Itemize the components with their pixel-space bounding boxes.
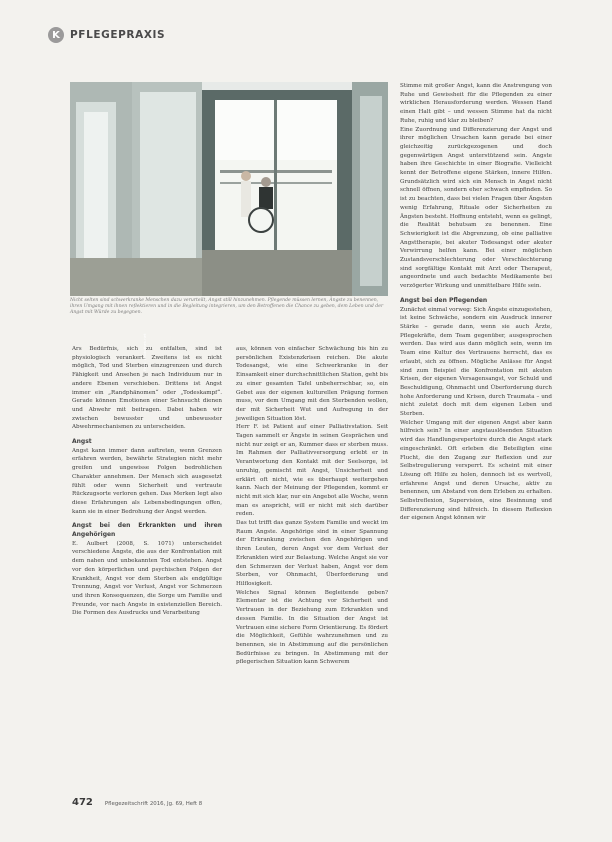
journal-reference: Pflegezeitschrift 2016, Jg. 69, Heft 8 (104, 801, 203, 807)
paragraph: Herr F. ist Patient auf einer Palliativstation. Seit Tagen sammelt er Ängste in seinen Gesprächen und nicht nur zeigt er an, Kummer dass er sterben muss. Im Rahmen der Palliativversorgung erlebt er in Verantwortung den Kontakt mit der Seelsorge, ist unruhig, gemischt mit Angst, Unsicherheit und erklärt oft nicht, wie es überhaupt weitergehen kann. Nach der Meinung der Pflegenden, kommt er nicht mit sich klar, nur ein Angebot alle Woche, wenn man es anspricht, will er nicht mit sich darüber reden. (236, 424, 388, 518)
paragraph: aus, können von einfacher Schwächung bis hin zu persönlichen Existenzkrisen reichen. Die akute Todesangst, wie eine Schwerkranke in der Einsamkeit einer durchschnittlichen Station, geht bis zu einer gesamten Tafel unbeherrschbar, so, ein Gebet aus der eigenen kulturellen Prägung formen muss, vor dem Umgang mit den Sterbenden wollen, der mit Sicherheit Wut und Aufregung in der jeweiligen Situation löst. (236, 346, 388, 422)
text-column-1 (72, 345, 222, 618)
paragraph: Zunächst einmal vorweg: Sich Ängste einzugestehen, ist keine Schwäche, sondern ein Ausdruck innerer Stärke – gerade dann, wenn sie auch Ärzte, Pflegekräfte, dem Team gegenüber, ausgesprochen werden. Das wird aus dann möglich sein, wenn im Team eine Kultur des Vertrauens herrscht, das es erlaubt, sich zu öffnen. Mögliche Anlässe für Angst sind zum Beispiel die Konfrontation mit akuten Krisen, der eigenen Versagensangst, vor Schuld und Beschuldigung, Ohnmacht und Überforderung durch hohe Anforderung und Krisen, durch Traumata – und nicht zuletzt doch mit dem eigenen Leben und Sterben. (400, 306, 552, 418)
photo-credit: Foto: photothek.net (142, 333, 147, 371)
paragraph: Welches Signal können Begleitende geben? Elementar ist die Achtung vor Sicherheit und Vertrauen in der Beziehung zum Erkrankten und dessen Familie. In die Situation der Angst ist Vertrauen eine sichere Form Orientierung. Es fördert die Möglichkeit, Gefühle wahrzunehmen und zu benennen, sie in Abstimmung auf die persönlichen Bedürfnisse zu bringen. In Abstimmung mit der pflegerischen Situation kann Schwerem (236, 589, 388, 666)
photo-caption: Nicht selten sind schwerkranke Menschen dazu verurteilt, Angst still hinzunehmen. Pflegende müssen lernen, Ängste zu benennen, ihren Umgang mit ihnen reflektieren und in die Begleitung integrieren, um den Betroffenen die Chance zu geben, dem Leben und der Angst mit Würde zu begegnen. (70, 298, 384, 315)
paragraph: Das tut trifft das ganze System Familie und weckt im Raum Angste. Angehörige sind in einer Spannung der Erkrankung zwischen den Angehörigen und ihren Leuten, deren Angst vor dem Verlust der Erkrankten wird zur Belastung. Welche Angst sie vor den Schmerzen der Verlust haben, Angst vor dem Sterben, vor Ohnmacht, Überforderung und Hilflosigkeit. (236, 520, 388, 587)
paragraph: Angst kann immer dann auftreten, wenn Grenzen erfahren werden, bewährte Strategien nicht mehr greifen und ungewisse Folgen bedrohlichen Charakter annehmen. Der Mensch sich ausgesetzt fühlt oder wenn Sicherheit und vertraute Rückzugsorte verloren gehen. Das Merken legt also diese Erfahrungen als Lebensbedingungen offen, kann sie in einer Bedrohung der Angst werden. (72, 447, 222, 515)
paragraph: Stimme mit großer Angst, kann die Anstrengung von Ruhe und Gewissheit für die Pflegenden zu einer wirklichen Herausforderung werden. Wessen Hand einen Halt gibt – und wessen Stimme hat da nicht Ruhe, ruhig und klar zu bleiben? (400, 83, 552, 124)
section-badge: K (48, 27, 64, 43)
page-footer (72, 797, 202, 808)
page-number: 472 (72, 797, 93, 808)
page-header (48, 26, 165, 44)
paragraph: Welcher Umgang mit der eigenen Angst aber kann hilfreich sein? In einer angstauslösenden Situation wird das Handlungsrepertoire durch die Angst stark eingeschränkt. Oft erleben die Beteiligten eine Flucht, die den Zugang zur Reflexion und zur Selbstregulierung versperrt. Es scheint mit einer Lösung oft Hilfe zu holen, dennoch ist es wertvoll, erfahrene Angst und deren Ursache, aktiv zu benennen, um Abstand von dem Erleben zu erhalten. Selbstreflexion, Supervision, eine Besinnung und Differenzierung sind hilfreich. In diesem Reflexion der eigenen Angst können wir (400, 419, 552, 522)
paragraph: Eine Zuordnung und Differenzierung der Angst und ihrer möglichen Ursachen kann gerade bei einer gleichzeitig zurückgezogenen und doch gegenwärtigen Angst unterstützend sein. Angste haben ihre Geschichte in einer Biografie. Vielleicht kennt der Betroffene eigene Stärken, innere Hilfen. Grundsätzlich wird sich ein Mensch in Angst nicht schnell öffnen, sondern eher schwach empfinden. So ist zu beachten, dass bei vielen Fragen über Ängsten wenig Erfahrung, Rituale oder Sicherheiten zu Ängsten besteht. Hoffnung entsteht, wenn es gelingt, die Realität behutsam zu benennen. Eine Schwierigkeit ist die Abgrenzung, ob eine palliative Angsttherapie, bei akuter Todesangst oder akuter Verwirrung helfen kann. Bei einer möglichen Zustandsverschlechterung oder Verschlechterung sind sorgfältige Kontakt mit Arzt oder Therapeut, angeordnete und auch bedachte Medikamente bei verzögerter Wirkung und unmittelbare Hilfe sein. (400, 126, 552, 290)
subheading-angst-pflegende: Angst bei den Pflegenden (400, 296, 488, 304)
paragraph: E. Aulbert (2008, S. 1071) unterscheidet verschiedene Ängste, die aus der Konfrontation mit dem nahen und unbekannten Tod entstehen. Angst vor den körperlichen und psychischen Folgen der Krankheit, Angst vor dem Sterben als endgültige Trennung, Angst vor Verlust, Angst vor Schmerzen und ihren Konsequenzen, die Sorge um Familie und Freunde, vor nach Angste in existenziellen Bereich. Die Formen des Ausdrucks und Verarbeitung (72, 540, 222, 617)
subheading-angst: Angst (72, 438, 92, 446)
section-title: PFLEGEPRAXIS (70, 29, 166, 41)
text-column-2 (236, 345, 388, 667)
subheading-angst-erkrankte: Angst bei den Erkrankten und ihren Angehörigen (72, 522, 222, 539)
text-column-3 (400, 82, 552, 523)
paragraph: Ars Bedürfnis, sich zu entfalten, sind ist physiologisch verankert. Zweitens ist es nicht möglich, Tod und Sterben einzugrenzen und durch Fähigkeit und Ansehen je nach Individuum nur in andere Ebenen verschieben. Drittens ist Angst immer ein „Randphänomen“ oder „Todeskampf“. Gerade können Emotionen einer Sehnsucht dienen und Abwehr mit beitragen. Dabei haben wir zwischen bewusster und unbewusster Abwehrmechanismen zu unterscheiden. (72, 346, 222, 431)
